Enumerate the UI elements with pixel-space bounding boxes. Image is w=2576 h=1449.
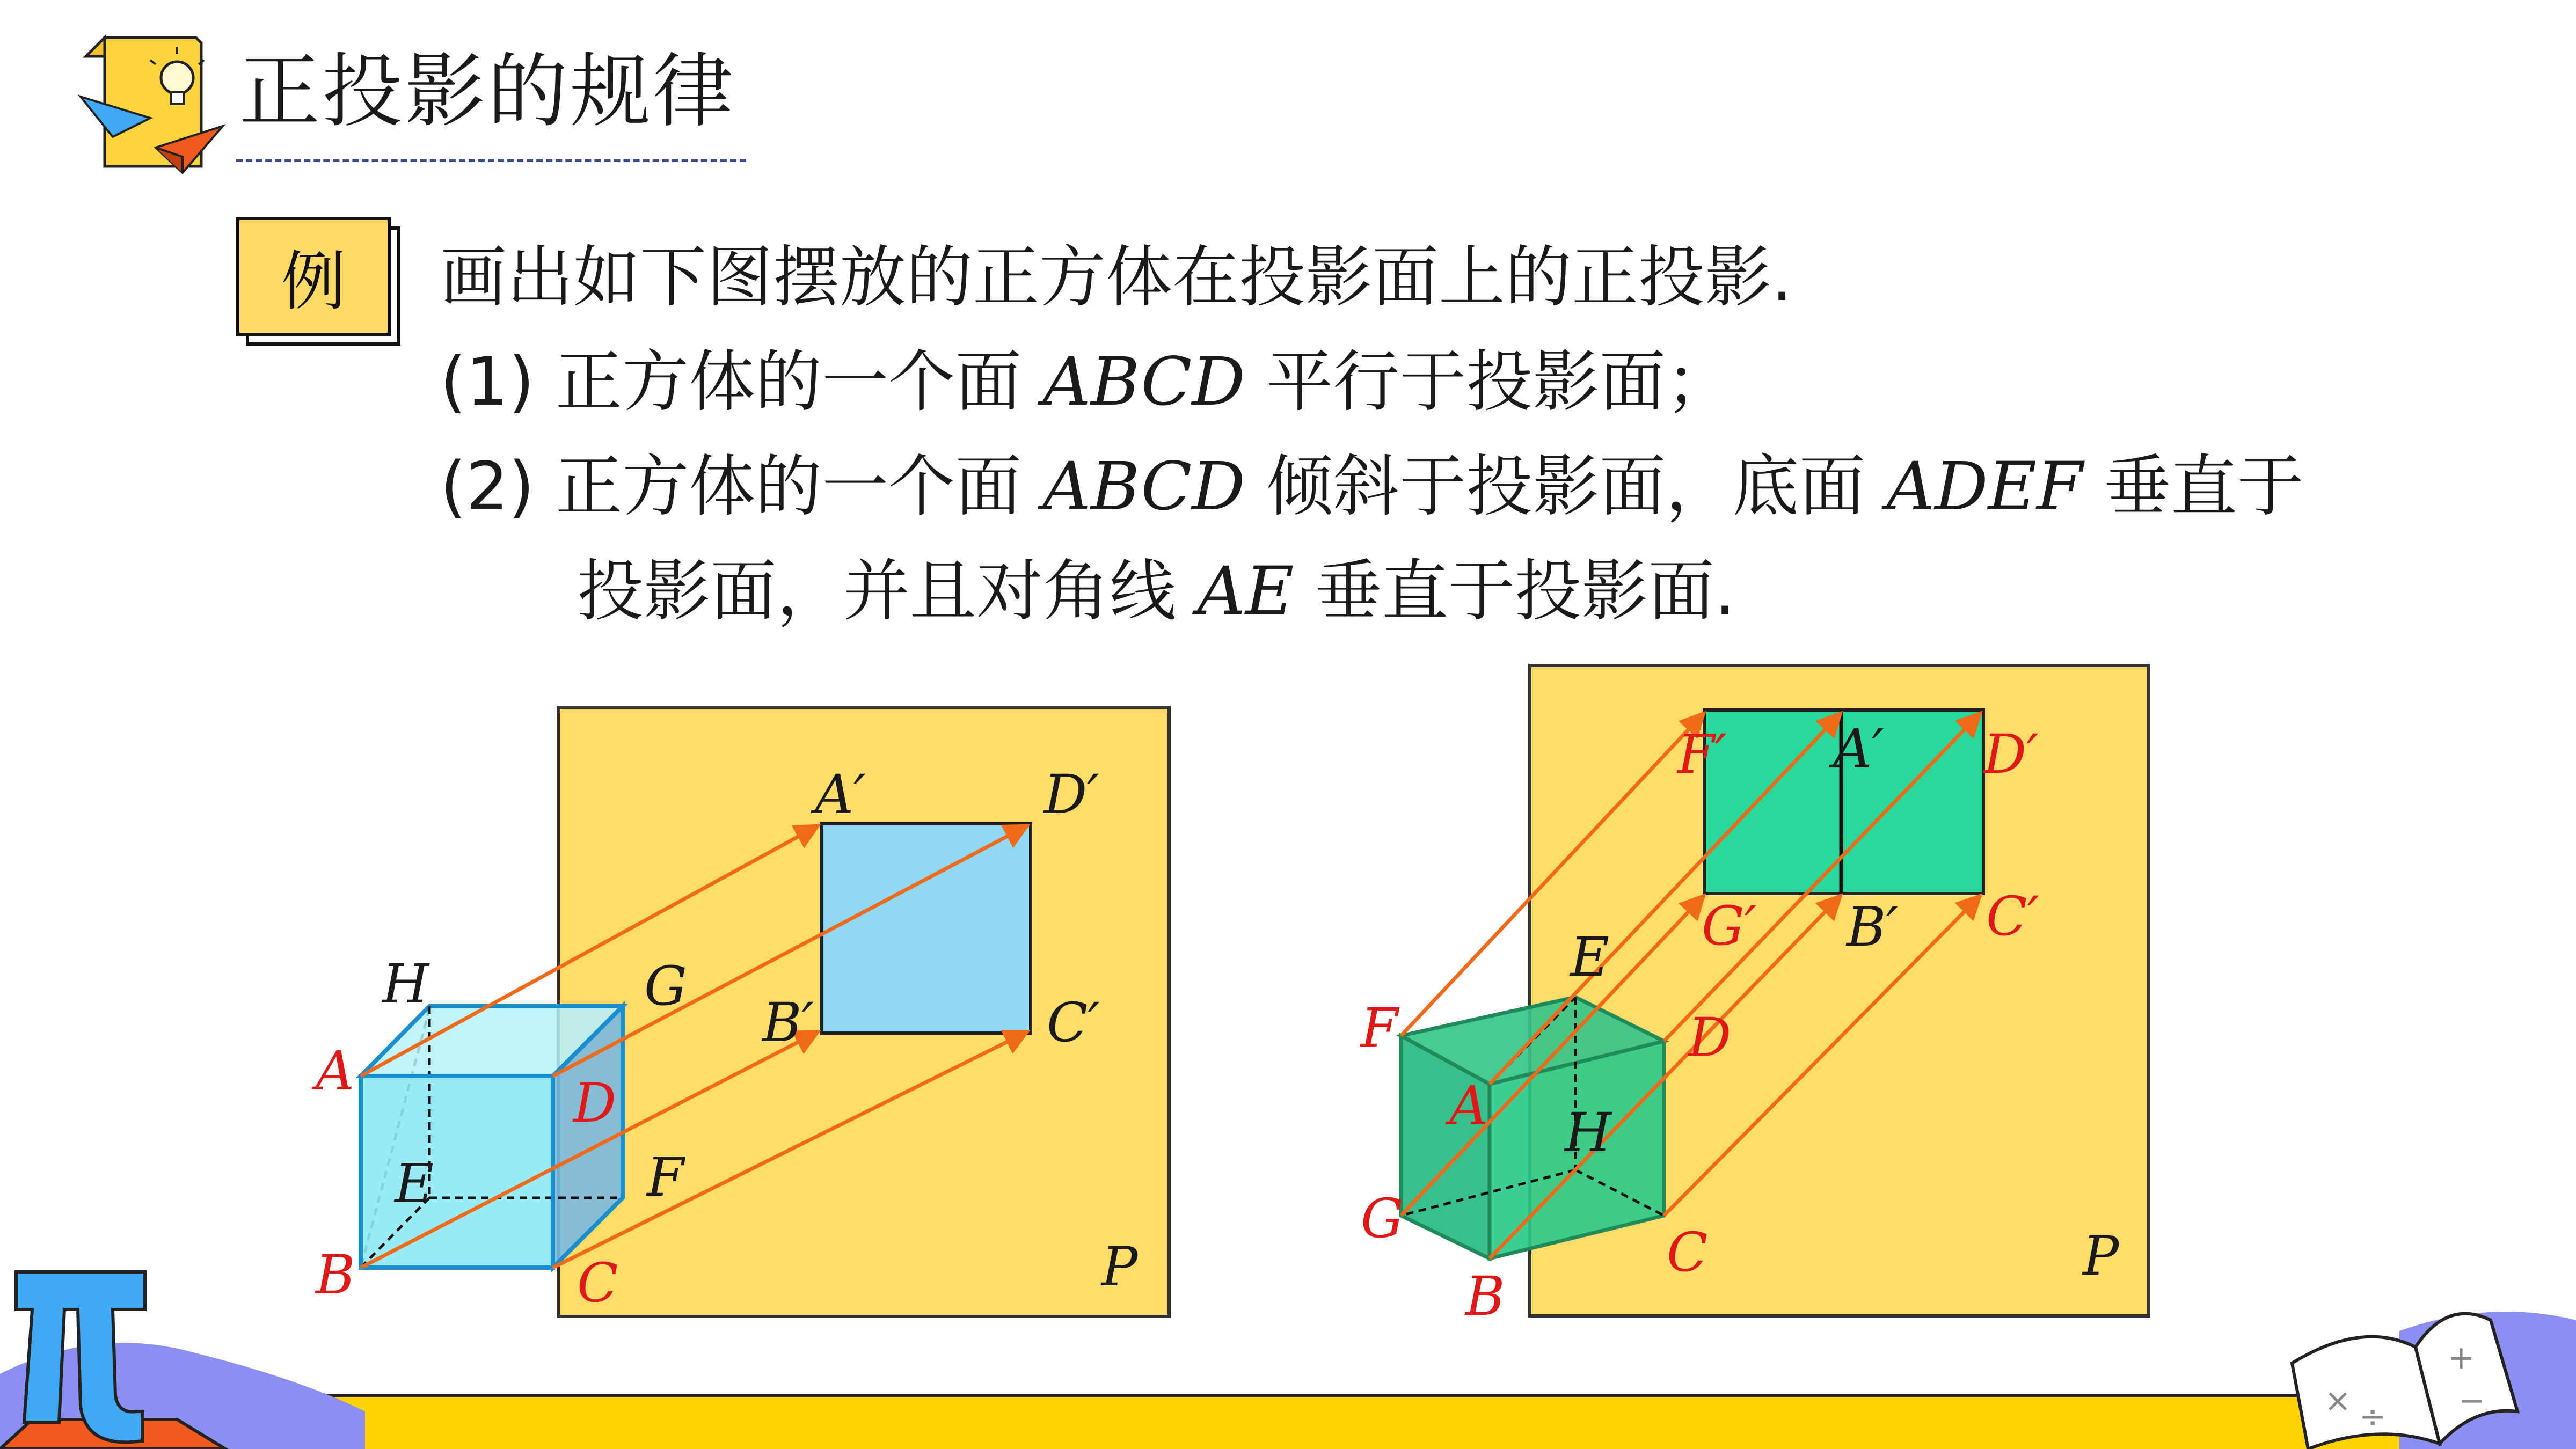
label-1-B: B [316, 1243, 355, 1306]
label-2-A-prime: A′ [1833, 718, 1884, 780]
bottom-bar [301, 1395, 2576, 1449]
label-2-D-prime: D′ [1983, 723, 2039, 786]
label-2-E: E [1570, 926, 1609, 989]
label-1-G: G [644, 955, 687, 1018]
label-2-B-prime: B′ [1847, 896, 1899, 958]
label-2-G-prime: G′ [1702, 895, 1757, 957]
face-adef-label: ADEF [1886, 448, 2083, 525]
label-2-A: A [1449, 1074, 1488, 1137]
line2-text-a: 正方体的一个面 [556, 343, 1022, 421]
bottom-decoration [0, 1234, 2576, 1449]
plane-1-label: P [1101, 1235, 1138, 1298]
item-number-1: (1) [440, 343, 535, 421]
svg-text:×: × [2324, 1382, 2352, 1419]
svg-text:÷: ÷ [2359, 1398, 2387, 1436]
label-2-F-prime: F′ [1677, 723, 1727, 786]
line2-text-b: 平行于投影面； [1266, 343, 1733, 421]
page-title: 正投影的规律 [239, 45, 736, 138]
label-1-C: C [577, 1252, 618, 1314]
line3-text-c: 垂直于 [2104, 448, 2304, 525]
label-2-F: F [1361, 997, 1398, 1059]
label-2-C-prime: C′ [1986, 885, 2040, 948]
svg-text:+: + [2448, 1339, 2475, 1377]
label-1-D-prime: D′ [1044, 763, 1099, 826]
label-1-H: H [382, 953, 429, 1015]
label-2-D: D [1688, 1006, 1732, 1069]
item-number-2: (2) [440, 448, 535, 525]
svg-text:−: − [2458, 1382, 2486, 1419]
diagonal-ae-label: AE [1197, 553, 1294, 630]
line3-text-a: 正方体的一个面 [556, 448, 1022, 525]
example-text-line-1: 画出如下图摆放的正方体在投影面上的正投影. [440, 239, 1793, 316]
label-1-A-prime: A′ [815, 763, 866, 826]
label-1-A: A [316, 1040, 355, 1102]
face-abcd-label-2: ABCD [1042, 448, 1245, 525]
label-2-H: H [1565, 1101, 1612, 1164]
label-2-C: C [1667, 1221, 1708, 1284]
label-1-D: D [573, 1072, 617, 1135]
example-badge: 例 [236, 217, 391, 336]
label-1-F: F [647, 1146, 684, 1209]
label-2-B: B [1465, 1265, 1505, 1328]
line4-text-a: 投影面，并且对角线 [577, 553, 1177, 630]
face-abcd-label: ABCD [1042, 343, 1245, 421]
line3-text-b: 倾斜于投影面，底面 [1266, 448, 1866, 525]
label-1-C-prime: C′ [1047, 991, 1100, 1054]
plane-2-label: P [2083, 1225, 2119, 1287]
label-1-E: E [395, 1152, 434, 1215]
line4-text-b: 垂直于投影面. [1315, 553, 1736, 630]
label-1-B-prime: B′ [762, 991, 814, 1054]
label-2-G: G [1361, 1187, 1404, 1250]
